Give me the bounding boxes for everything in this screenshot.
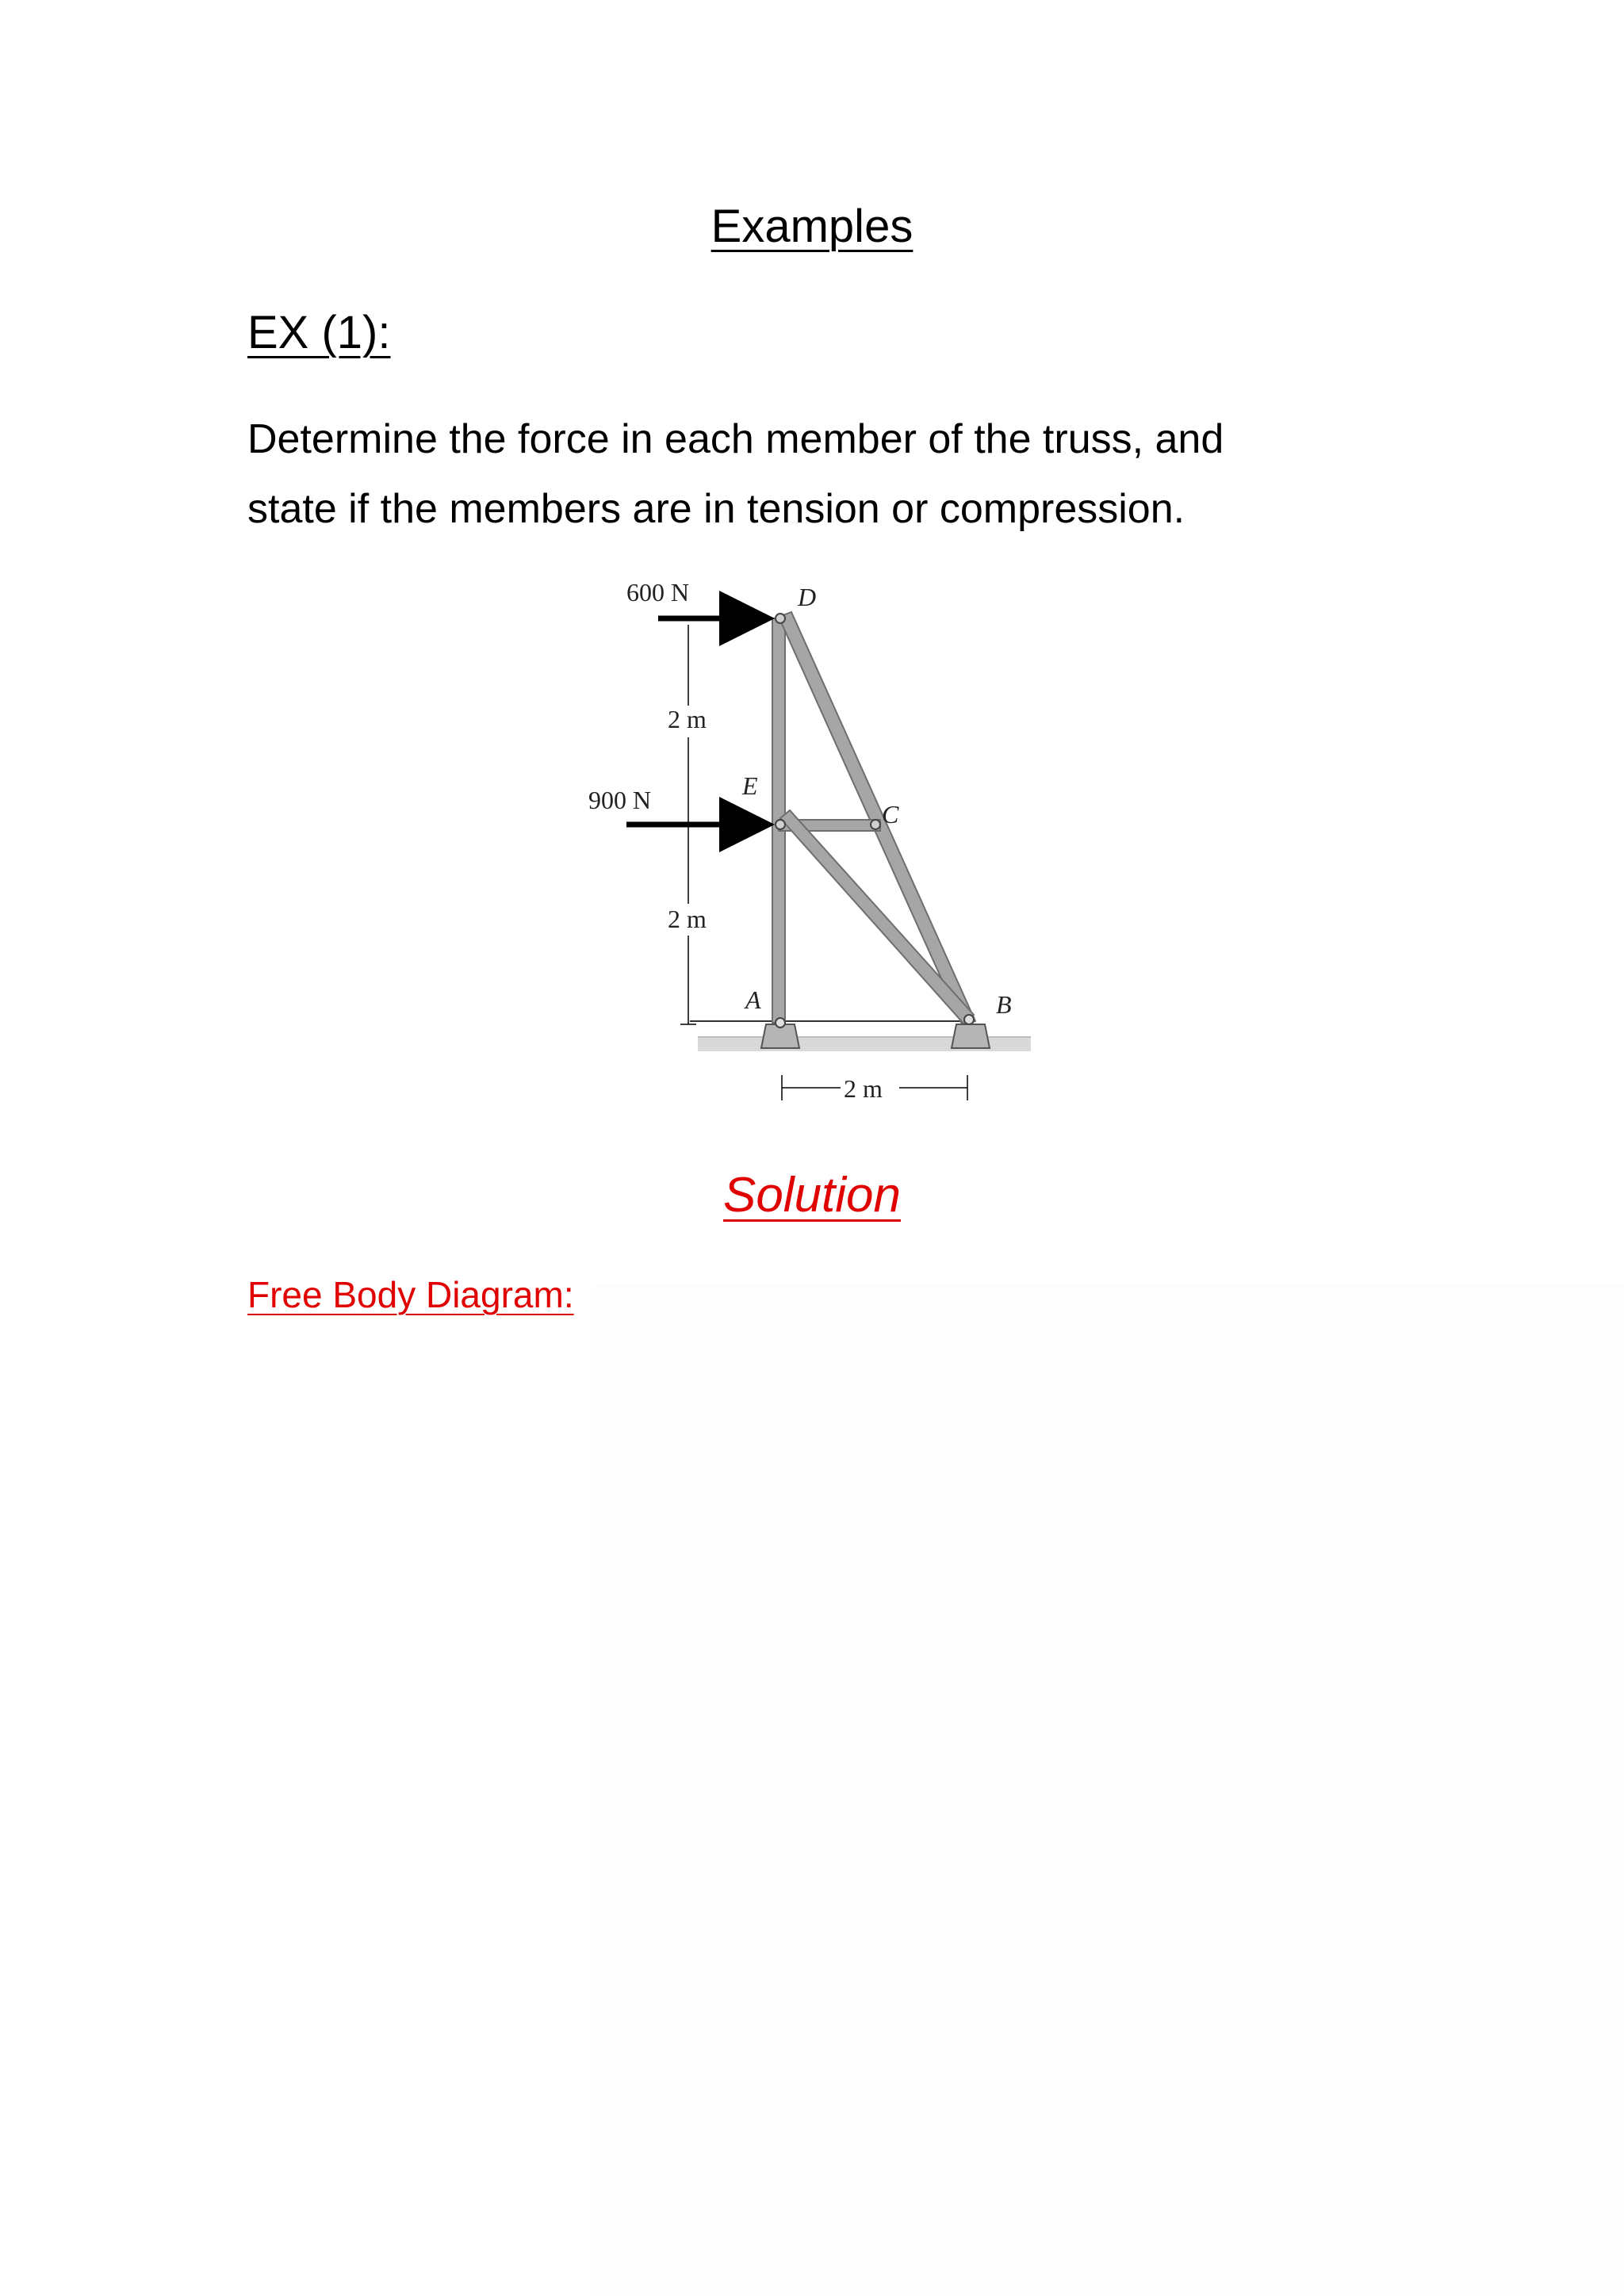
load-label-900: 900 N: [588, 786, 652, 814]
dim-label-upper: 2 m: [668, 705, 707, 733]
solution-heading: Solution: [722, 1168, 902, 1223]
joint-label-B: B: [996, 990, 1012, 1019]
dim-label-lower: 2 m: [668, 905, 707, 933]
truss-members: [772, 612, 975, 1026]
page-title: Examples: [710, 201, 914, 252]
truss-diagram: [555, 555, 1110, 1142]
example-label: EX (1):: [247, 307, 391, 358]
pin-D: [776, 614, 785, 623]
dim-label-horizontal: 2 m: [844, 1074, 883, 1103]
blank-work-area: [595, 1284, 1624, 2296]
free-body-diagram-label: Free Body Diagram:: [247, 1274, 574, 1315]
joint-label-E: E: [742, 771, 758, 800]
pin-C: [871, 820, 880, 829]
problem-line-1: Determine the force in each member of the truss, and: [247, 416, 1224, 462]
truss-figure: [555, 555, 1110, 1142]
load-label-600: 600 N: [626, 578, 690, 607]
joint-label-C: C: [882, 800, 899, 828]
problem-statement: [247, 404, 1437, 544]
pin-E: [776, 820, 785, 829]
joint-label-A: A: [745, 985, 761, 1014]
member-EB: [780, 810, 974, 1024]
joint-label-D: D: [798, 583, 817, 611]
support-B: [952, 1015, 990, 1048]
support-A: [761, 1018, 799, 1048]
problem-line-2: state if the members are in tension or compression.: [247, 486, 1185, 532]
